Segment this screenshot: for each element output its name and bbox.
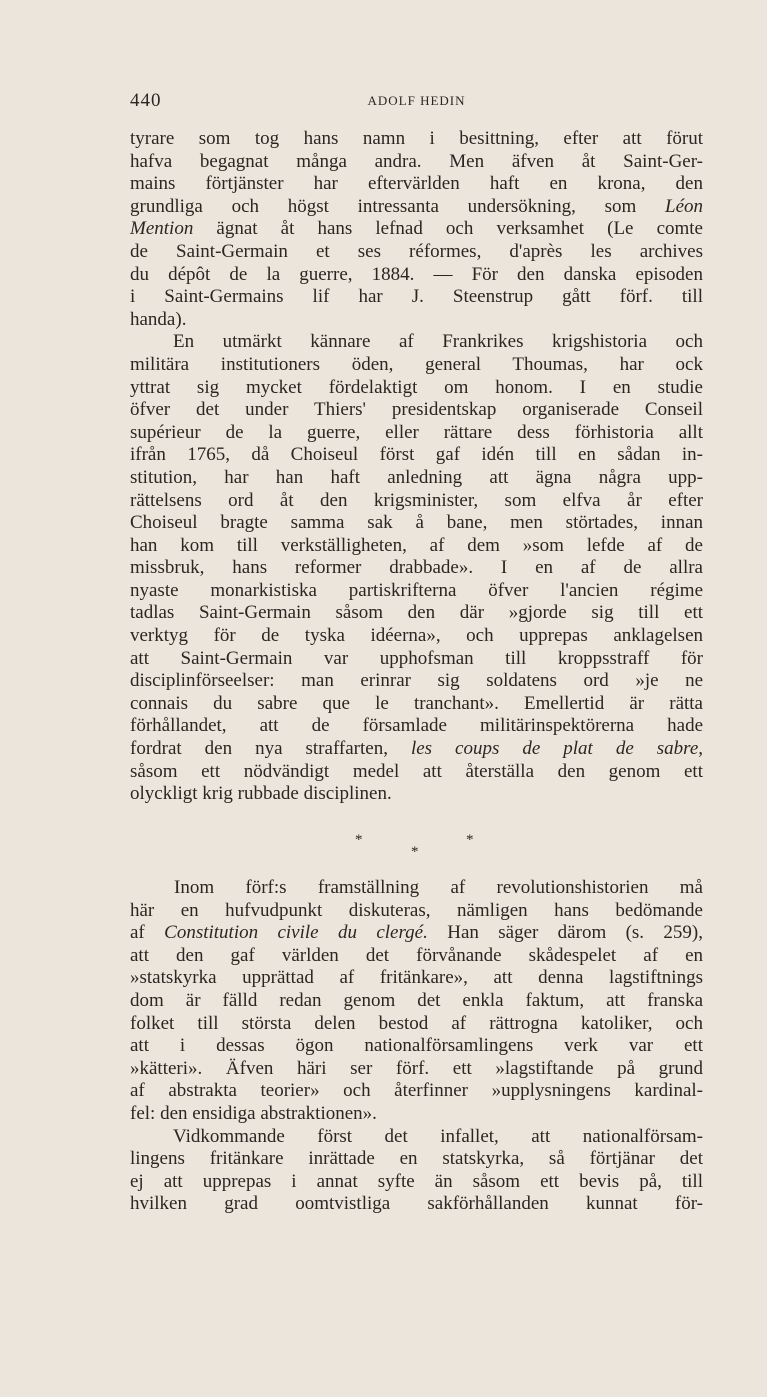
text-line: disciplinförseelser: man erinrar sig soldatens ord »je ne — [130, 670, 703, 692]
text-line: Inom förf:s framställning af revolutionshistorien må — [174, 877, 703, 898]
text-line: En utmärkt kännare af Frankrikes krigshistoria och — [173, 331, 703, 353]
text-line: i Saint-Germains lif har J. Steenstrup gått förf. till — [130, 286, 703, 308]
paragraph-block-1 — [130, 128, 703, 806]
text-line: supérieur de la guerre, eller rättare dess förhistoria allt — [130, 421, 703, 443]
text-line: de Saint-Germain et ses réformes, d'après les archives — [130, 240, 703, 262]
text-line: tadlas Saint-Germain såsom den där »gjorde sig till ett — [130, 602, 703, 624]
text-line: nyaste monarkistiska partiskrifterna öfver l'ancien régime — [130, 579, 703, 601]
text-line: rättelsens ord åt den krigsminister, som elfva år efter — [130, 489, 703, 511]
text-line: connais du sabre que le tranchant». Emellertid är rätta — [130, 692, 703, 714]
text-fragment: ägnat åt hans lefnad och verksamhet (Le comte — [216, 218, 703, 240]
text-fragment: grundliga och högst intressanta undersökning, som — [130, 195, 637, 217]
text-line: hafva begagnat många andra. Men äfven åt Saint-Ger- — [130, 150, 703, 172]
text-line — [130, 738, 703, 761]
running-title: ADOLF HEDIN — [367, 93, 466, 108]
page-number: 440 — [130, 90, 162, 111]
text-line: hvilken grad oomtvistliga sakförhållanden kunnat för- — [130, 1193, 703, 1215]
italic-text: les coups de plat de sabre, — [410, 738, 704, 760]
text-line: att den gaf världen det förvånande skådespelet af en — [130, 944, 703, 966]
text-line: verktyg för de tyska idéerna», och upprepas anklagelsen — [130, 625, 703, 647]
text-fragment: Han säger därom (s. 259), — [447, 922, 703, 944]
text-line: Choiseul bragte samma sak å bane, men störtades, innan — [130, 512, 703, 534]
text-line — [130, 922, 703, 945]
text-line: att i dessas ögon nationalförsamlingens verk var ett — [130, 1035, 703, 1057]
asterisk-mark: * — [466, 832, 474, 848]
italic-text: Mention — [130, 218, 194, 240]
text-line: handa). — [130, 308, 187, 330]
text-line — [130, 196, 703, 219]
text-line: fel: den ensidiga abstraktionen». — [130, 1102, 377, 1124]
text-line: militära institutioners öden, general Thoumas, har ock — [130, 353, 703, 375]
text-line: att Saint-Germain var upphofsman till kroppsstraff för — [130, 647, 703, 669]
text-line: du dépôt de la guerre, 1884. — För den danska episoden — [130, 263, 703, 285]
text-line: dom är fälld redan genom det enkla faktum, att franska — [130, 989, 703, 1011]
text-line: yttrat sig mycket fördelaktigt om honom. I en studie — [130, 376, 703, 398]
asterisk-mark: * — [411, 844, 419, 860]
italic-text: Constitution civile du clergé. — [164, 922, 428, 944]
text-line: tyrare som tog hans namn i besittning, efter att förut — [130, 128, 703, 149]
text-line: ifrån 1765, då Choiseul först gaf idén till en sådan in- — [130, 444, 703, 466]
text-line: »kätteri». Äfven häri ser förf. ett »lagstiftande på grund — [130, 1057, 703, 1079]
text-line: han kom till verkställigheten, af dem »som lefde af de — [130, 534, 703, 556]
text-line: lingens fritänkare inrättade en statskyrka, så förtjänar det — [130, 1148, 703, 1170]
text-line: »statskyrka upprättad af fritänkare», att denna lagstiftnings — [130, 967, 703, 989]
text-fragment: af — [130, 922, 145, 944]
text-line: såsom ett nödvändigt medel att återställa den genom ett — [130, 760, 703, 782]
text-line: här en hufvudpunkt diskuteras, nämligen hans bedömande — [130, 899, 703, 921]
paragraph-block-2 — [130, 877, 703, 1216]
italic-text: Léon — [665, 195, 704, 217]
text-line: missbruk, hans reformer drabbade». I en af de allra — [130, 557, 703, 579]
text-fragment: fordrat den nya straffarten, — [130, 738, 388, 760]
section-separator — [0, 832, 767, 858]
text-line — [130, 218, 703, 241]
text-line: af abstrakta teorier» och återfinner »upplysningens kardinal- — [130, 1080, 703, 1102]
text-line: öfver det under Thiers' presidentskap organiserade Conseil — [130, 399, 703, 421]
text-line: stitution, har han haft anledning att ägna några upp- — [130, 466, 703, 488]
text-line: mains förtjänster har eftervärlden haft en krona, den — [130, 173, 703, 195]
text-line: olyckligt krig rubbade disciplinen. — [130, 783, 392, 805]
text-line: ej att upprepas i annat syfte än såsom ett bevis på, till — [130, 1170, 703, 1192]
asterisk-mark: * — [355, 832, 363, 848]
running-head — [130, 90, 703, 110]
text-line: förhållandet, att de församlade militärinspektörerna hade — [130, 715, 703, 737]
text-line: folket till största delen bestod af rättrogna katoliker, och — [130, 1012, 703, 1034]
text-line: Vidkommande först det infallet, att nationalförsam- — [173, 1125, 703, 1147]
